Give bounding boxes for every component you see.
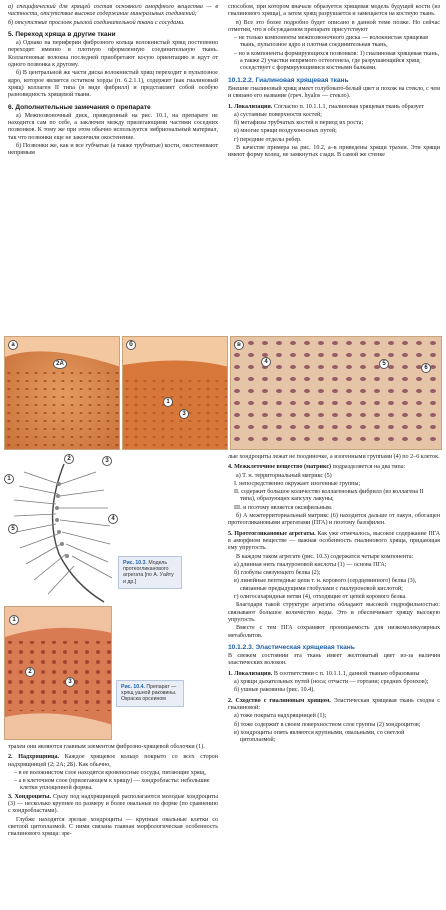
list-item: в) многие хрящи воздухоносных путей;	[234, 128, 337, 135]
micrograph-b-image	[123, 337, 228, 450]
list-item: в) хондроциты опять являются крупными, овальными, со светлой цитоплазмой;	[234, 729, 405, 744]
micrograph-c	[230, 336, 442, 450]
list-item: – а в клеточном слое (прилегающем к хрящу) — хондробласты: небольшие клетки уплощенной формы.	[14, 778, 210, 792]
list-item: б) ушные раковины (рис. 10.4).	[234, 687, 315, 694]
photo-label-3: 3	[65, 677, 75, 687]
paragraph: а) специфический для хрящей состав основного аморфного вещества — в частности, отсутствие высокое содержание минеральных соединений;	[8, 4, 218, 18]
paragraph: а) Межпозвоночный диск, приведенный на рис. 10.1, на препарате не находится сам по себе, а заключен между прилегающими частями соседних позвонков. К тому же при этом обычно используется эмбриональный материал, так что позвонки еще не закончили окостенение.	[8, 112, 218, 141]
diagram-label-1: 1	[4, 474, 14, 484]
paragraph: трахеи они являются главным элементом фиброзно-хрящевой оболочки (1).	[8, 744, 205, 750]
figure-10-3-caption	[118, 556, 182, 589]
paragraph: б) А межтерриториальный матрикс (6) находится дальше от лакун, обогащен протеогликановыми агрегатами (ПГА) и поэтому базофилен.	[228, 513, 440, 527]
section-heading: 6. Дополнительные замечания о препарате	[8, 103, 151, 111]
label-6: 6	[421, 363, 431, 373]
top-left-column	[8, 4, 218, 159]
ear-cartilage-image	[5, 607, 112, 740]
paragraph: Глубже находятся зрелые хондроциты — крупные овальные клетки со светлой цитоплазмой. С ними связана главная морфологическая особенность гиалинового хряща: зре-	[8, 816, 218, 838]
subheading: 2. Сходство с гиалиновым хрящом.	[228, 697, 331, 704]
figure-10-4-caption	[116, 680, 184, 707]
paragraph: В качестве примера на рис. 10.2, а–в приведены хрящи трахеи. Эти хрящи имеют форму колец, не замкнутых сзади. В самой же стенке	[228, 145, 440, 159]
paragraph: а) Однако на периферии фиброзного кольца волокнистый хрящ постепенно переходит именно в плотную оформленную соединительную ткань. Коллагеновые волокна последней приобретают косую ориентацию и идут от одного позвонка к другому.	[8, 40, 218, 69]
diagram-label-4: 4	[108, 514, 118, 524]
list-item: б) тоже содержит в своем поверхностном слое группы (2) хондроцитов;	[234, 721, 421, 728]
paragraph: В каждом таком агрегате (рис. 10.3) содержатся четыре компонента:	[236, 553, 414, 560]
top-right-column	[228, 4, 440, 161]
caption-text: Модель протеогликанового агрегата [по А. Уайту и др.]	[123, 560, 174, 585]
diagram-label-3: 3	[102, 456, 112, 466]
paragraph: Вместе с тем ПГА сохраняют проницаемость для низкомолекулярных метаболитов.	[228, 625, 440, 639]
micrograph-a	[4, 336, 120, 450]
subheading: 2. Надхрящница.	[8, 754, 60, 761]
list-item: II. содержит большое количество коллагеновых фибрилл (из коллагена II типа), образующих капсулу лакуны;	[234, 489, 424, 503]
list-item: а) хрящи дыхательных путей (носа; отчасти — гортани; средних бронхов);	[234, 679, 429, 686]
label-5: 5	[379, 359, 389, 369]
paragraph	[228, 531, 440, 553]
photo-label-1: 1	[9, 615, 19, 625]
list-item: г) олигосахаридные ветви (4), отходящие от цепей корового белка.	[234, 594, 407, 601]
paragraph: в) Все это более подробно будет описано в данной теме позже. Но сейчас отметим, что в обсуждаемом препарате присутствуют	[228, 19, 440, 33]
list-item: I. непосредственно окружает изогенные группы;	[234, 480, 361, 487]
paragraph: Благодаря такой структуре агрегаты обладают высокой гидрофильностью: связывают большое количество воды. Это и обеспечивает хрящу высокую упругость.	[228, 602, 440, 623]
paragraph-text: Эластическая хрящевая ткань сходна с гиалиновой:	[228, 697, 440, 711]
list-item: III. и поэтому является оксифильным.	[234, 504, 333, 511]
list-item: в) линейные пептидные цепи т. н. корового (сердцевинного) белка (3), связанные предыдущими глобулами с гиалуроновой кислотой;	[234, 578, 417, 592]
list-item: – не только компоненты межпозвоночного диска — волокнистая хрящевая ткань, пульпозное ядро и плотная соединительная ткань,	[234, 35, 428, 49]
paragraph	[228, 698, 440, 713]
caption-title: Рис. 10.4.	[121, 684, 145, 690]
list-item: – но и компоненты формирующихся позвонков: 1) гиалиновая хрящевая ткань, а также 2) участки непрямого остеогенеза, где разрушающийся хрящ соседствует с формирующимися костными балками.	[234, 50, 440, 72]
paragraph: б) отсутствие прослоек рыхлой соединительной ткани с сосудами.	[8, 19, 185, 26]
paragraph	[8, 754, 218, 769]
paragraph	[228, 671, 440, 678]
section-heading: 10.1.2.2. Гиалиновая хрящевая ткань	[228, 76, 349, 84]
paragraph	[228, 104, 440, 111]
diagram-label-5: 5	[8, 524, 18, 534]
paragraph	[8, 794, 218, 816]
label-a: а	[8, 340, 18, 350]
diagram-label-2: 2	[64, 454, 74, 464]
paragraph-text: Сразу под надхрящницей располагаются молодые хондроциты (3) — несколько крупнее по размеру и более овальные по форме (по сравнению с хондробластами).	[8, 793, 219, 815]
label-1: 1	[163, 397, 173, 407]
section-heading: 10.1.2.3. Эластическая хрящевая ткань	[228, 643, 355, 651]
subheading: 3. Хондроциты.	[8, 793, 52, 800]
paragraph: В свежем состоянии эта ткань имеет желтоватый цвет из-за наличия эластических волокон.	[228, 653, 440, 667]
subheading: 1. Локализация.	[228, 670, 273, 677]
list-item: а) тоже покрыта надхрящницей (1);	[234, 713, 327, 720]
proteoglycan-aggregate-diagram	[4, 454, 124, 604]
label-b: б	[126, 340, 136, 350]
subheading: 5. Протеогликановые агрегаты.	[228, 530, 316, 537]
caption-text: Препарат — хрящ ушной раковины. Окраска орсеином	[121, 684, 177, 703]
micrograph-b	[122, 336, 228, 450]
paragraph: лые хондроциты лежат не поодиночке, а изогенными группами (4) по 2–6 клеток.	[228, 454, 440, 460]
list-item: б) глобулы связующего белка (2);	[234, 570, 321, 577]
paragraph-text: Как уже отмечалось, высокое содержание ПГА в аморфном веществе — важная особенность гиалинового хряща, придающая ему упругость.	[228, 530, 440, 552]
caption-title: Рис. 10.3.	[123, 560, 147, 566]
label-4: 4	[261, 357, 271, 367]
paragraph-text: В соответствии с п. 10.1.1.1, данной тканью образованы	[273, 670, 420, 677]
label-2a: 2А	[53, 359, 67, 369]
paragraph	[228, 464, 440, 471]
photo-label-2: 2	[25, 667, 35, 677]
list-item: а) длинная нить гиалуроновой кислоты (1) — основа ПГА;	[234, 561, 387, 568]
micrograph-10-4	[4, 606, 112, 740]
paragraph: Внешне гиалиновый хрящ имеет голубовато-белый цвет и похож на стекло, с чем и связано его название (греч. hyalos — стекло).	[228, 85, 440, 100]
list-item: г) передние отделы ребер.	[234, 136, 302, 143]
paragraph-text: Согласно п. 10.1.1.1, гиалиновая хрящевая ткань образует	[273, 103, 424, 110]
subheading: 1. Локализация.	[228, 103, 273, 110]
bottom-right-column	[228, 454, 440, 745]
list-item: а) суставные поверхности костей;	[234, 111, 322, 118]
list-item: – в ее волокнистом слое находятся кровеносные сосуды, питающие хрящ,	[14, 769, 206, 776]
paragraph-text: подразделяется на два типа:	[332, 464, 406, 471]
paragraph: б) Позвонки же, как и все губчатые (а также трубчатые) кости, окостеневают непрямым	[8, 143, 218, 157]
paragraph-text: Каждое хрящевое кольцо покрыто со всех сторон надхрящницей (2; 2А; 2Б). Как обычно,	[8, 754, 218, 768]
paragraph: а) Т. н. территориальный матрикс (5)	[236, 472, 332, 479]
label-3: 3	[179, 409, 189, 419]
subheading: 4. Межклеточное вещество (матрикс)	[228, 464, 332, 471]
section-heading: 5. Переход хряща в другие ткани	[8, 30, 116, 38]
paragraph: б) В центральной же части диска волокнистый хрящ переходит в пульпозное ядро, которое является остатком хорды (п. 6.2.1.1), содержит (как гиалиновый хрящ) коллаген II типа (в виде фибрилл) и представляет собой особую разновидность хрящевой ткани.	[8, 70, 218, 99]
paragraph: способом, при котором вначале образуется хрящевая модель будущей кости (из гиалинового хряща), а затем хрящ разрушается и замещается на костную ткань.	[228, 4, 440, 18]
list-item: б) метафизы трубчатых костей в период их роста;	[234, 120, 364, 127]
label-c: в	[234, 340, 244, 350]
micrograph-c-image	[231, 337, 442, 450]
micrograph-a-image	[5, 337, 120, 450]
bottom-left-column	[8, 744, 218, 840]
